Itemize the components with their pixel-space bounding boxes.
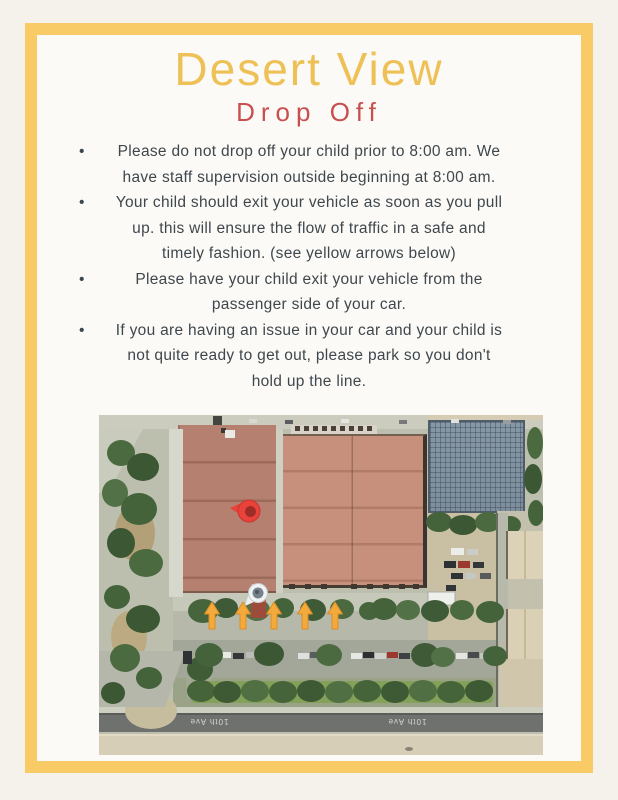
instruction-line: hold up the line. bbox=[251, 372, 367, 390]
street-label: 10th Ave bbox=[189, 717, 229, 726]
instruction-line: • Please have your child exit your vehicle from the bbox=[135, 270, 483, 288]
instruction-item bbox=[59, 267, 559, 318]
campus-aerial-map bbox=[99, 415, 543, 755]
instruction-line: timely fashion. (see yellow arrows below) bbox=[162, 245, 456, 262]
instruction-line: up. this will ensure the flow of traffic in a safe and bbox=[132, 219, 486, 237]
street-label: 10th Ave bbox=[387, 717, 427, 726]
instruction-line: not quite ready to get out, please park so you don't bbox=[127, 347, 491, 364]
curb-trees bbox=[188, 598, 504, 623]
page-subtitle: Drop Off bbox=[236, 97, 382, 127]
instructions-list bbox=[59, 139, 559, 394]
parking-cars bbox=[183, 642, 507, 667]
instruction-line: • Your child should exit your vehicle as soon as you pull bbox=[115, 194, 503, 211]
page-title: Desert View bbox=[174, 43, 444, 95]
instruction-line: have staff supervision outside beginning at 8:00 am. bbox=[122, 168, 496, 186]
map-top-right-dirt bbox=[428, 415, 543, 420]
instruction-line: • If you are having an issue in your car and your child is bbox=[115, 321, 503, 339]
street-labels bbox=[190, 717, 427, 726]
instruction-item bbox=[59, 318, 559, 395]
road-debris bbox=[405, 747, 413, 751]
instruction-item bbox=[59, 190, 559, 267]
instruction-item bbox=[59, 139, 559, 190]
instruction-line: passenger side of your car. bbox=[211, 296, 407, 313]
map-detail-overlay bbox=[99, 415, 543, 755]
location-pin-icon bbox=[230, 500, 260, 522]
instruction-line: • Please do not drop off your child prior to 8:00 am. We bbox=[117, 143, 501, 160]
dirt-lot-cars bbox=[428, 548, 491, 605]
